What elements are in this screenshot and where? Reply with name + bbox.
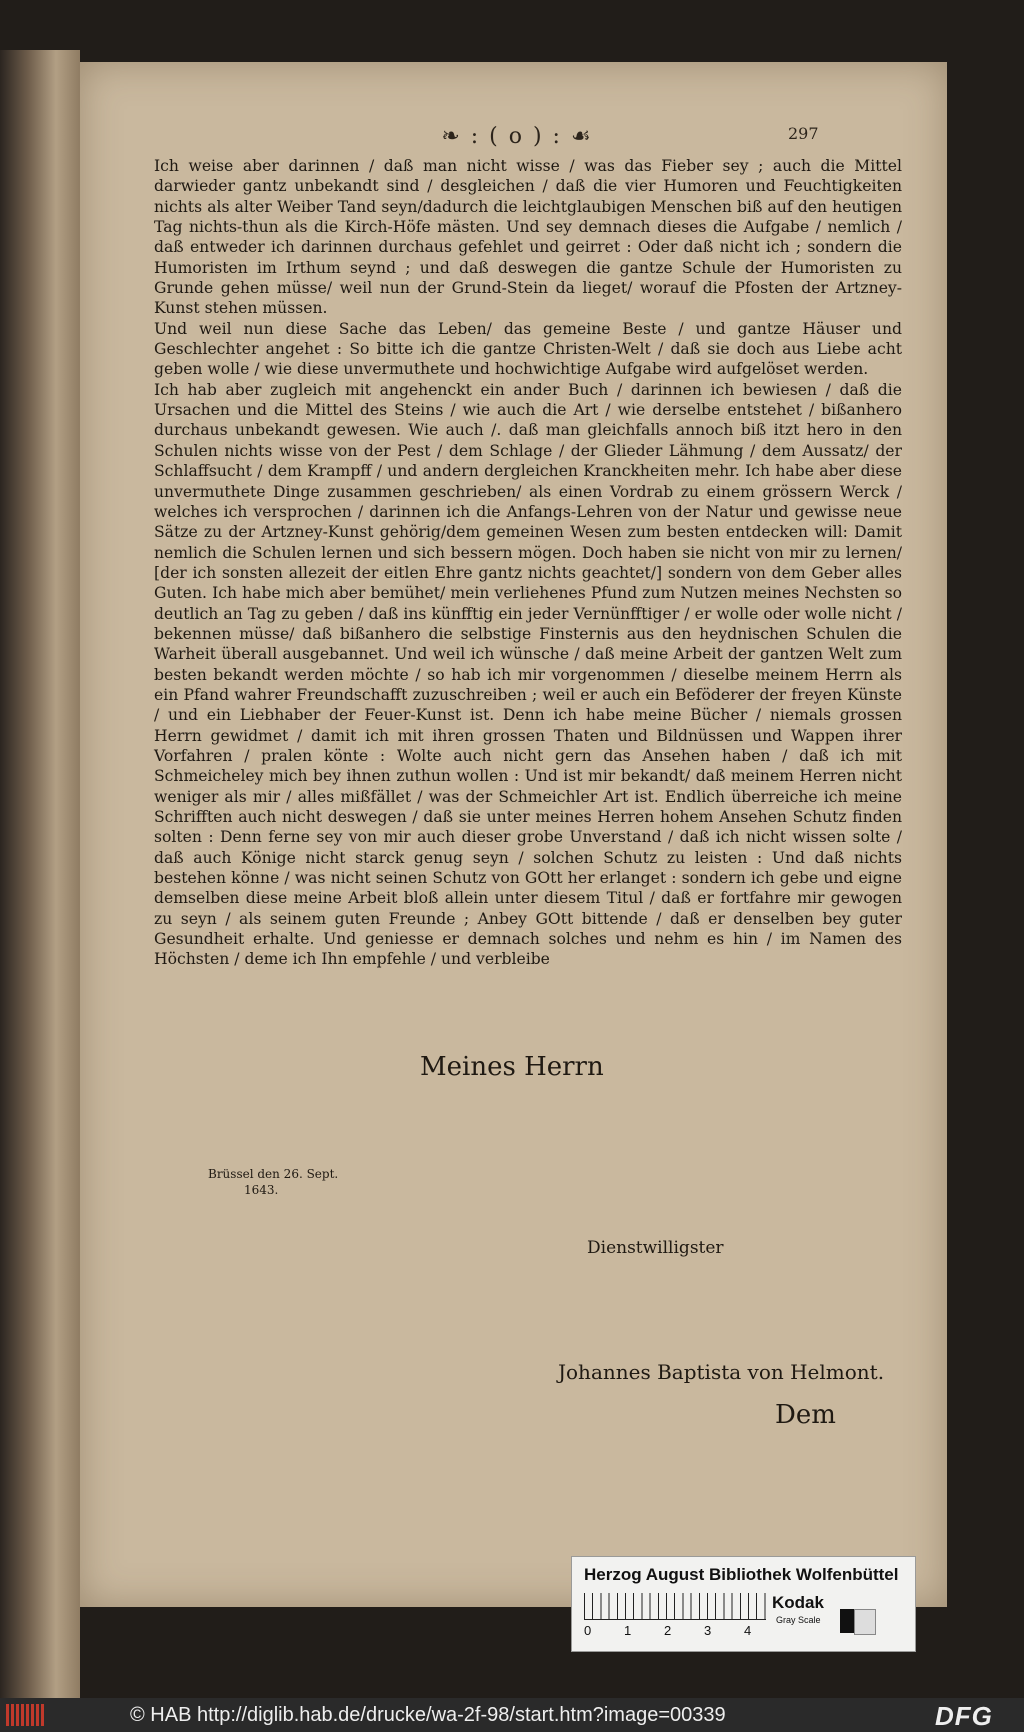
paragraph: Und weil nun diese Sache das Leben/ das gemeine Beste / und gantze Häuser und Geschlechter angehet : So bitte ich die gantze Christen-Welt / daß sie doch aus Liebe acht geben wolle / wie diese unvermuthete und hochwichtige Aufgabe wird aufgelöset werden. bbox=[154, 319, 902, 379]
facing-page-edge bbox=[0, 50, 80, 1700]
library-name: Herzog August Bibliothek Wolfenbüttel bbox=[584, 1565, 899, 1584]
ruler-label: 2 bbox=[664, 1623, 672, 1638]
closing-phrase: Dienstwilligster bbox=[587, 1238, 724, 1258]
ruler-label: 3 bbox=[704, 1623, 712, 1638]
barcode-icon bbox=[6, 1704, 46, 1726]
signature: Johannes Baptista von Helmont. bbox=[558, 1360, 885, 1384]
page-number: 297 bbox=[788, 124, 819, 143]
black-swatch bbox=[840, 1609, 854, 1633]
footer-bar bbox=[0, 1698, 1024, 1732]
header-ornament: ❧ : ( o ) : ☙ bbox=[441, 124, 593, 149]
dateline bbox=[208, 1166, 338, 1198]
book-page bbox=[80, 62, 947, 1607]
measurement-ruler bbox=[584, 1593, 766, 1620]
ruler-label: 4 bbox=[744, 1623, 752, 1638]
dateline-place-date: Brüssel den 26. Sept. bbox=[208, 1167, 339, 1181]
paragraph: Ich hab aber zugleich mit angehenckt ein ander Buch / darinnen ich bewiesen / daß die Ursachen und die Mittel des Steins / wie auch die Art / wie derselbe entstehet / bißanhero durchaus unbekandt gewesen. Wie auch /. daß man gleichfalls annoch biß itzt hero in den Schulen nichts wisse von der Pest / dem Schlage / der Glieder Lähmung / dem Aussatz/ der Schlaffsucht / dem Krampff / und andern dergleichen Kranckheiten mehr. Ich habe aber diese unvermuthete Dinge zusammen geschrieben/ als einen Vordrab zu einem grössern Werck / welches ich versprochen / darinnen ich die Anfangs-Lehren von der Natur und gewisse neue Sätze zu der Artzney-Kunst gehörig/dem gemeinen Wesen zum besten entdecken will: Damit nemlich die Schulen lernen und sich bessern mögen. Doch haben sie nicht von mir zu lernen/ [der ich sonsten allezeit der eitlen Ehre gantz nichts geachtet/] sondern von dem Geber alles Guten. Ich habe mich aber bemühet/ mein verliehenes Pfund zum Nutzen meines Nechsten so deutlich an Tag zu geben / daß ins künfftig ein jeder Vernünfftiger / er wolle oder wolle nicht / bekennen müsse/ daß bißanhero die selbstige Finsternis aus den heydnischen Schulen die Warheit überall ausgebannet. Und weil ich wünsche / daß meine Arbeit der gantzen Welt zum besten bekandt werden möchte / so hab ich mir vorgenommen / dieselbe meinem Herrn als ein Pfand wahrer Freundschafft zuzuschreiben ; weil er auch ein Beföderer der freyen Künste / und ein Liebhaber der Feuer-Kunst ist. Denn ich habe meine Bücher / niemals grossen Herrn gewidmet / damit ich mit ihren grossen Thaten und Bildnüssen und Wappen ihrer Vorfahren / pralen könte : Wolte auch nicht gern das Ansehen haben / daß ich mit Schmeicheley mich bey ihnen zuthun wollen : Und ist mir bekandt/ daß meinem Herren nicht weniger als mir / alles mißfället / was der Schmeichler Art ist. Endlich überreiche ich meine Schrifften auch nicht deswegen / daß sie unter meines Herren hohem Ansehen Schutz finden solten : Denn ferne sey von mir auch dieser grobe Unverstand / daß ich nicht wissen solte / daß auch Könige nicht starck genug seyn / solchen Schutz zu leisten : Und daß nichts bestehen könne / was nicht seinen Schutz von GOtt her erlanget : sondern ich gebe und eigne demselben diese meine Arbeit bloß allein unter diesem Titul / daß er fortfahre mir gewogen zu seyn / als seinem guten Freunde ; Anbey GOtt bittende / daß er denselben bey guter Gesundheit erhalte. Und geniesse er demnach solches und nehm es hin / im Namen des Höchsten / deme ich Ihn empfehle / und verbleibe bbox=[154, 380, 902, 969]
paragraph: Ich weise aber darinnen / daß man nicht wisse / was das Fieber sey ; auch die Mittel darwieder gantz unbekandt sind / desgleichen / daß die vier Humoren und Feuchtigkeiten nichts als alter Weiber Tand seyn/dadurch die leichtglaubigen Menschen biß auf den heutigen Tag nichts-thun als die Kirch-Höfe mästen. Und sey demnach dieses die Aufgabe / nemlich / daß entweder ich darinnen durchaus gefehlet und geirret : Oder daß nicht ich ; sondern die Humoristen im Irthum seynd ; und daß deswegen die gantze Schule der Humoristen zu Grunde gehen müsse/ weil nun der Grund-Stein da lieget/ worauf die Pfosten der Artzney-Kunst stehen müssen. bbox=[154, 157, 902, 318]
color-calibration-card bbox=[571, 1556, 916, 1652]
ruler-label: 0 bbox=[584, 1623, 592, 1638]
gray-scale-label: Gray Scale bbox=[776, 1615, 821, 1625]
salutation: Meines Herrn bbox=[420, 1052, 604, 1082]
dfg-logo: DFG bbox=[935, 1701, 993, 1731]
dateline-year: 1643. bbox=[244, 1183, 279, 1197]
kodak-brand: Kodak bbox=[772, 1593, 824, 1612]
page-header bbox=[80, 124, 947, 154]
ruler-label: 1 bbox=[624, 1623, 632, 1638]
catchword: Dem bbox=[775, 1400, 836, 1430]
white-swatch bbox=[854, 1609, 876, 1635]
body-text bbox=[154, 156, 902, 970]
source-credit[interactable]: © HAB http://diglib.hab.de/drucke/wa-2f-98/start.htm?image=00339 bbox=[130, 1704, 726, 1726]
